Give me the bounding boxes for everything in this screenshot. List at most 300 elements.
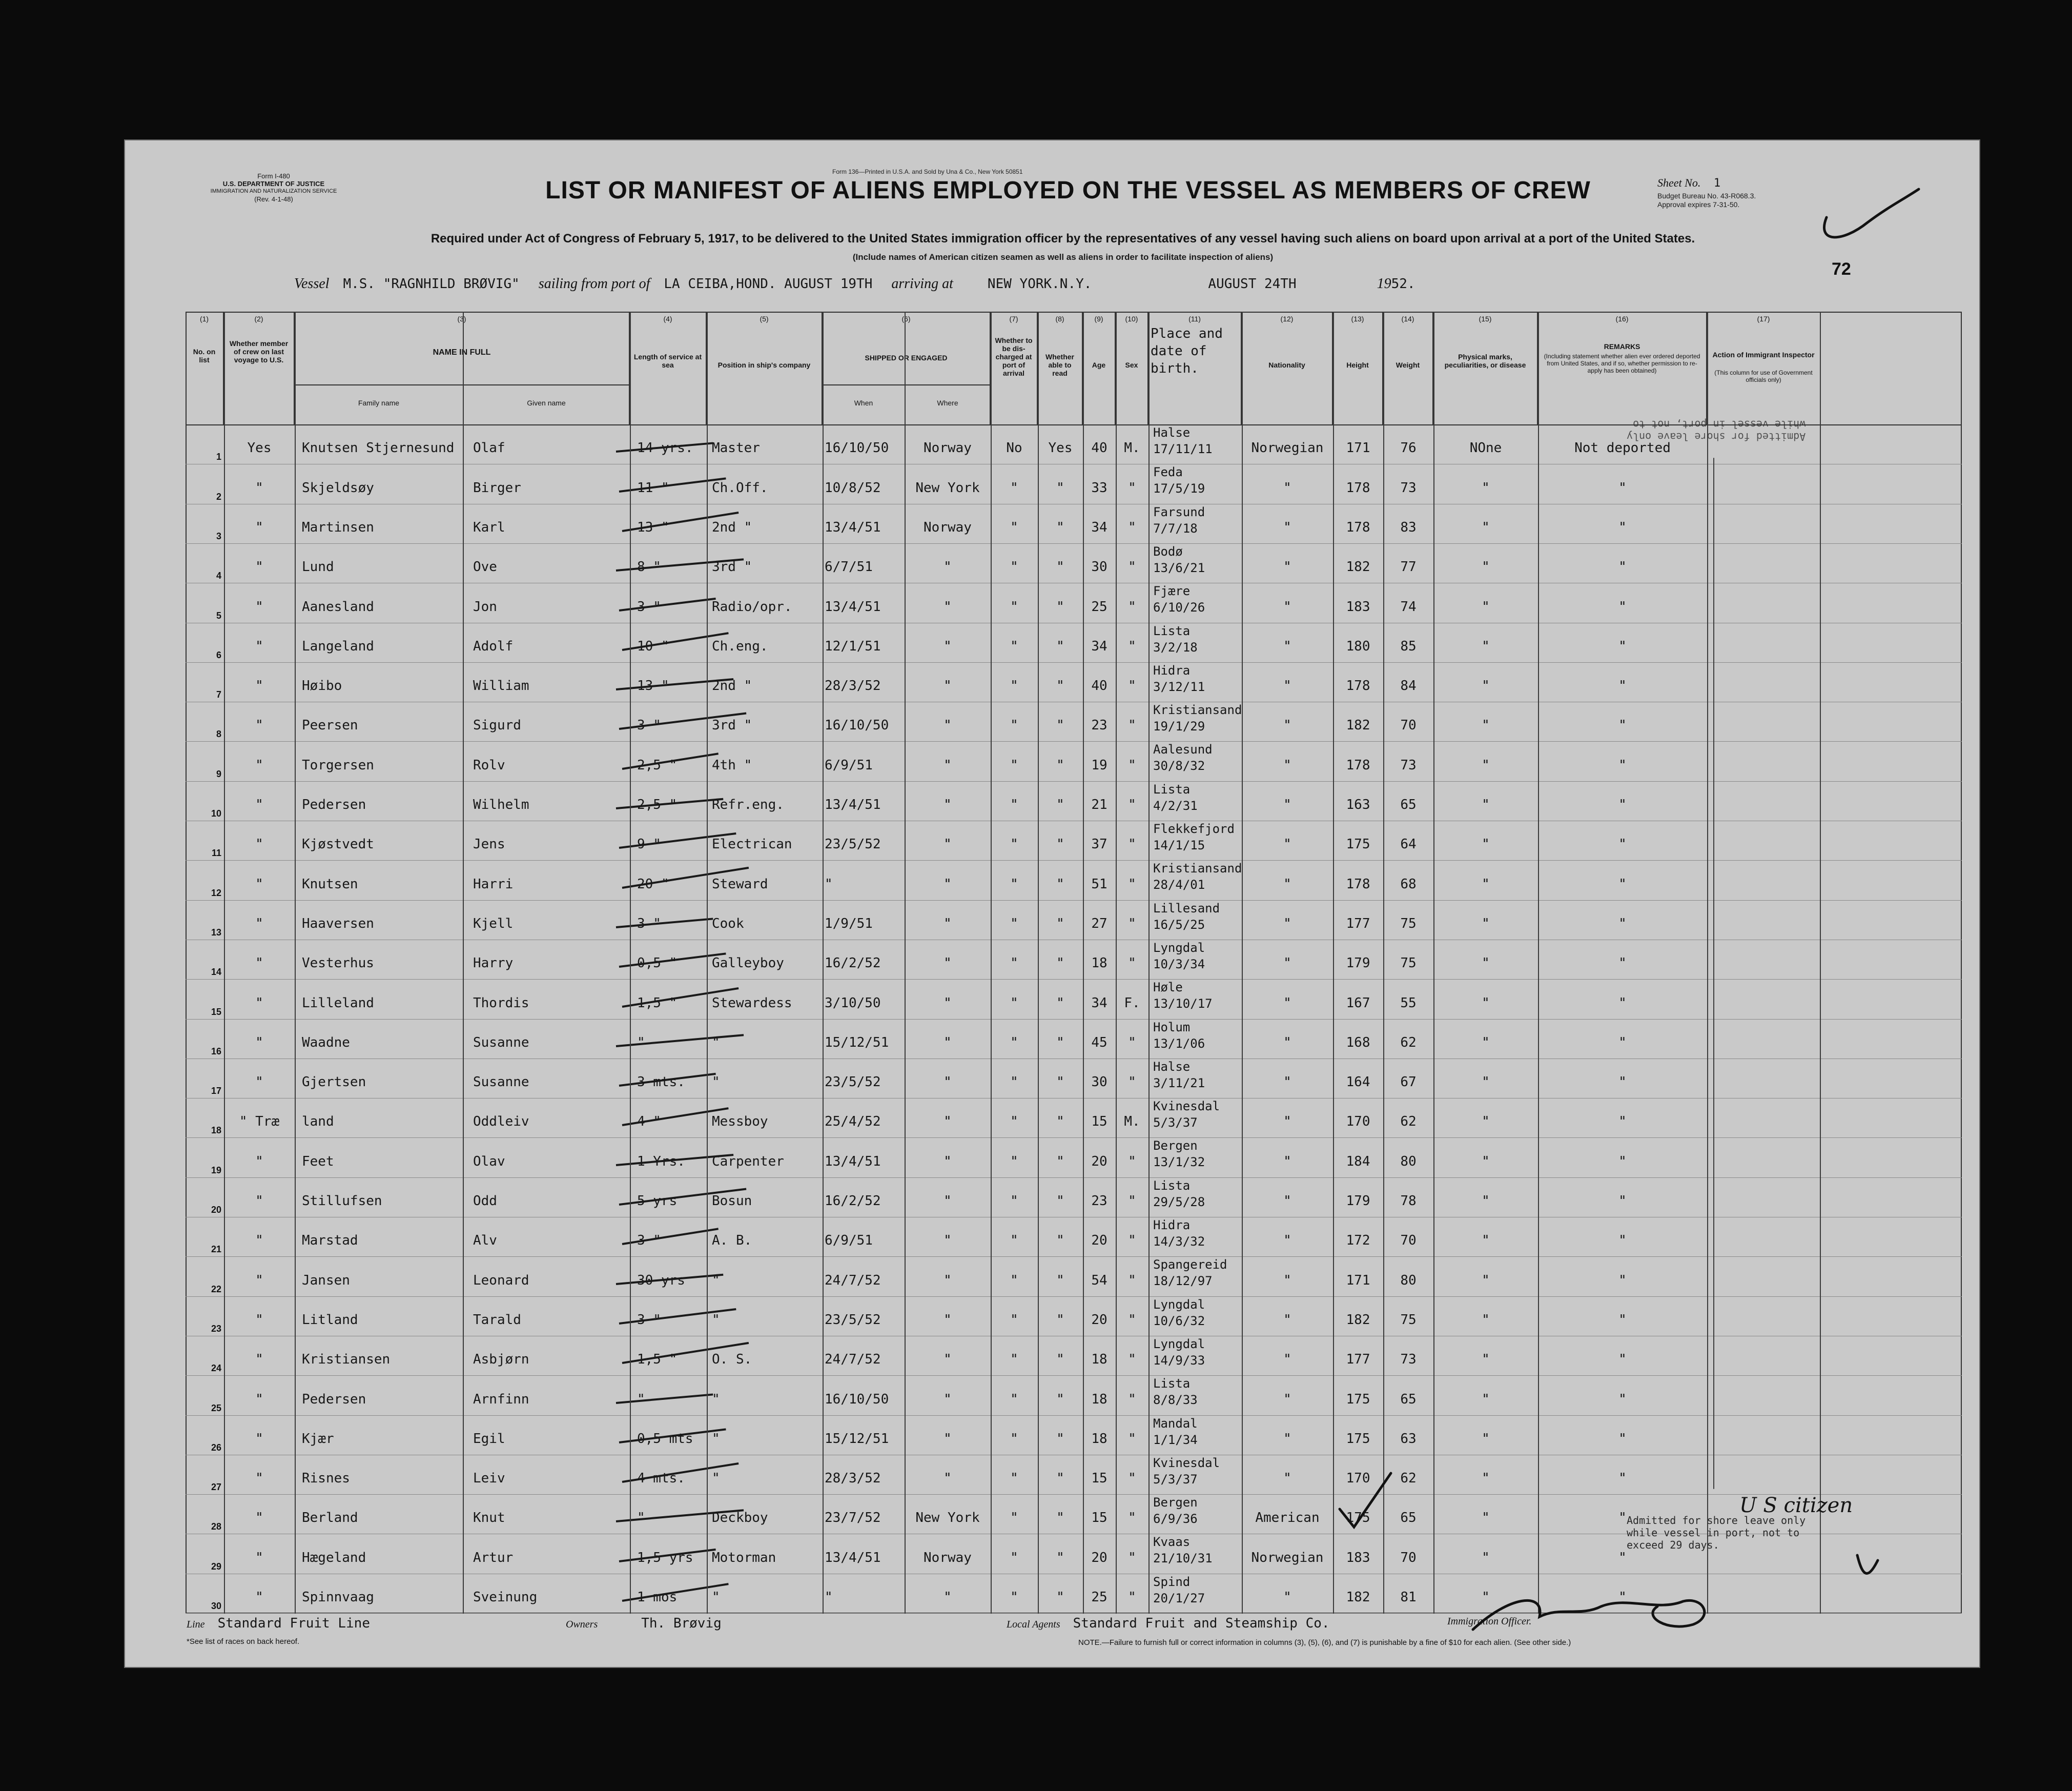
arriving-label: arriving at (891, 276, 953, 292)
cell-birthplace: Lista (1153, 1178, 1191, 1193)
cell-remarks: " (1618, 638, 1627, 654)
row-number: 19 (211, 1165, 221, 1175)
cell-nat: " (1283, 1590, 1291, 1605)
cell-position: " (712, 1391, 720, 1407)
cell-birthdate: 20/1/27 (1153, 1591, 1205, 1605)
col-label: NAME IN FULL (433, 348, 491, 357)
cell-when: 13/4/51 (825, 1153, 881, 1169)
cell-weight: 70 (1400, 1233, 1417, 1249)
cell-prev: " (255, 915, 263, 931)
races-note: *See list of races on back hereof. (187, 1637, 300, 1646)
cell-marks: " (1482, 1510, 1490, 1526)
cell-prev: " (255, 1312, 263, 1328)
cell-prev: " (255, 638, 263, 654)
cell-read: " (1056, 1391, 1064, 1407)
cell-where: " (943, 915, 952, 931)
cell-remarks: Not deported (1574, 440, 1671, 456)
cell-family: Martinsen (302, 519, 374, 535)
cell-given: Sveinung (473, 1590, 538, 1605)
col-num: (10) (1125, 315, 1138, 323)
cell-given: Asbjørn (473, 1352, 529, 1368)
cell-prev: " (255, 876, 263, 892)
cell-service: 14 yrs. (637, 440, 693, 456)
row-number: 29 (211, 1561, 221, 1572)
cell-given: Jon (473, 599, 497, 615)
cell-disch: No (1006, 440, 1022, 456)
cell-when: 24/7/52 (825, 1272, 881, 1288)
cell-remarks: " (1618, 1312, 1627, 1328)
col-num: (4) (663, 315, 672, 323)
col-label: Whether member of crew on last voyage to U.S. (229, 339, 289, 364)
budget-number: Budget Bureau No. 43-R068.3. (1657, 192, 1756, 200)
col-label: Sex (1125, 361, 1138, 369)
cell-marks: " (1482, 1233, 1490, 1249)
cell-service: 10 " (637, 638, 669, 654)
cell-weight: 73 (1400, 757, 1417, 773)
cell-given: Kjell (473, 915, 514, 931)
cell-sex: " (1128, 1590, 1136, 1605)
col-num: (9) (1094, 315, 1103, 323)
cell-remarks: " (1618, 757, 1627, 773)
cell-weight: 68 (1400, 876, 1417, 892)
cell-remarks: " (1618, 1074, 1627, 1090)
cell-weight: 65 (1400, 1510, 1417, 1526)
cell-age: 15 (1091, 1510, 1107, 1526)
cell-prev: " (255, 955, 263, 971)
cell-prev: " (255, 599, 263, 615)
cell-where: " (943, 638, 952, 654)
cell-nat: " (1283, 1034, 1291, 1050)
cell-sex: " (1128, 837, 1136, 852)
cell-family: Litland (302, 1312, 358, 1328)
cell-birthdate: 16/5/25 (1153, 917, 1205, 932)
cell-where: " (943, 1431, 952, 1447)
vessel-label: Vessel (294, 276, 330, 292)
cell-service: 9 " (637, 837, 661, 852)
cell-position: 4th " (712, 757, 752, 773)
cell-birthplace: Holum (1153, 1020, 1191, 1034)
cell-given: Odd (473, 1193, 497, 1209)
cell-nat: " (1283, 1114, 1291, 1130)
row-number: 17 (211, 1086, 221, 1096)
cell-age: 18 (1091, 1352, 1107, 1368)
cell-age: 23 (1091, 1193, 1107, 1209)
where-header: Where (937, 399, 958, 407)
cell-marks: " (1482, 1312, 1490, 1328)
department-name: U.S. DEPARTMENT OF JUSTICE (222, 180, 325, 188)
signature (1473, 1600, 1705, 1630)
penalty-note: NOTE.—Failure to furnish full or correct information in columns (3), (5), (6), and (7) is punishable by a fine of $10 for each alien. (See other side.) (1078, 1638, 1571, 1647)
cell-read: " (1056, 757, 1064, 773)
cell-given: Sigurd (473, 718, 521, 734)
cell-height: 183 (1346, 1550, 1370, 1565)
cell-given: Susanne (473, 1074, 529, 1090)
cell-nat: " (1283, 1233, 1291, 1249)
cell-family: land (302, 1114, 334, 1130)
cell-age: 25 (1091, 1590, 1107, 1605)
cell-read: " (1056, 1272, 1064, 1288)
cell-family: Spinnvaag (302, 1590, 374, 1605)
cell-sex: " (1128, 638, 1136, 654)
cell-nat: " (1283, 638, 1291, 654)
cell-service: 2,5 " (637, 757, 678, 773)
cell-age: 34 (1091, 995, 1107, 1011)
cell-nat: " (1283, 1352, 1291, 1368)
col-num: (13) (1351, 315, 1364, 323)
cell-weight: 63 (1400, 1431, 1417, 1447)
cell-read: " (1056, 678, 1064, 694)
cell-service: 3 " (637, 599, 661, 615)
cell-disch: " (1010, 1471, 1018, 1487)
cell-given: Harri (473, 876, 514, 892)
cell-given: Wilhelm (473, 797, 529, 812)
cell-marks: " (1482, 1153, 1490, 1169)
check-mark (1340, 1473, 1391, 1527)
cell-nat: " (1283, 1312, 1291, 1328)
cell-sex: " (1128, 599, 1136, 615)
cell-remarks: " (1618, 1550, 1627, 1565)
cell-height: 182 (1346, 1312, 1370, 1328)
cell-age: 27 (1091, 915, 1107, 931)
col-label: No. on list (193, 348, 216, 364)
cell-birthdate: 13/10/17 (1153, 996, 1213, 1011)
cell-position: Steward (712, 876, 768, 892)
cell-weight: 70 (1400, 1550, 1417, 1565)
cell-position: Ch.Off. (712, 480, 768, 496)
stamp-line: Admitted for shore leave only (1627, 1514, 1806, 1527)
col-num: (2) (254, 315, 263, 323)
cell-where: " (943, 837, 952, 852)
cell-birthplace: Lista (1153, 782, 1191, 797)
cell-disch: " (1010, 1193, 1018, 1209)
cell-nat: " (1283, 678, 1291, 694)
cell-given: Harry (473, 955, 514, 971)
cell-given: Leonard (473, 1272, 529, 1288)
cell-sex: " (1128, 876, 1136, 892)
row-number: 16 (211, 1046, 221, 1056)
cell-prev: " (255, 1034, 263, 1050)
cell-height: 164 (1346, 1074, 1370, 1090)
agents-label: Local Agents (1007, 1619, 1060, 1630)
row-number: 18 (211, 1125, 221, 1136)
service-name: IMMIGRATION AND NATURALIZATION SERVICE (210, 188, 337, 194)
cell-position: 2nd " (712, 519, 752, 535)
cell-family: Risnes (302, 1471, 350, 1487)
cell-nat: " (1283, 1272, 1291, 1288)
cell-weight: 62 (1400, 1114, 1417, 1130)
cell-nat: " (1283, 955, 1291, 971)
cell-position: Refr.eng. (712, 797, 784, 812)
cell-read: " (1056, 995, 1064, 1011)
cell-birthplace: Lyngdal (1153, 940, 1205, 955)
cell-remarks: " (1618, 915, 1627, 931)
cell-birthdate: 18/12/97 (1153, 1274, 1213, 1289)
cell-marks: " (1482, 955, 1490, 971)
cell-birthplace: Høle (1153, 980, 1183, 995)
cell-birthdate: 19/1/29 (1153, 719, 1205, 734)
cell-weight: 65 (1400, 1391, 1417, 1407)
row-number: 30 (211, 1601, 221, 1611)
cell-when: 15/12/51 (825, 1431, 889, 1447)
cell-birthplace: Lillesand (1153, 901, 1220, 915)
arrival-date: AUGUST 24TH (1208, 276, 1297, 292)
cell-prev: " (255, 1272, 263, 1288)
col-num: (7) (1009, 315, 1018, 323)
cell-birthplace: Mandal (1153, 1416, 1198, 1431)
cell-read: " (1056, 915, 1064, 931)
cell-position: " (712, 1074, 720, 1090)
cell-disch: " (1010, 1590, 1018, 1605)
cell-disch: " (1010, 1074, 1018, 1090)
cell-family: Vesterhus (302, 955, 374, 971)
cell-read: " (1056, 1153, 1064, 1169)
cell-remarks: " (1618, 1193, 1627, 1209)
cell-given: Leiv (473, 1471, 505, 1487)
cell-prev: " (255, 797, 263, 812)
col-sublabel: (Including statement whether alien ever ordered deported from United States, and if so, whether permission to re-apply has been obtained) (1544, 353, 1700, 374)
cell-family: Stillufsen (302, 1193, 382, 1209)
cell-age: 45 (1091, 1034, 1107, 1050)
cell-position: Deckboy (712, 1510, 768, 1526)
cell-remarks: " (1618, 1471, 1627, 1487)
cell-disch: " (1010, 757, 1018, 773)
cell-nat: " (1283, 559, 1291, 575)
col-label: Place and date of birth. (1151, 326, 1223, 376)
cell-nat: " (1283, 1431, 1291, 1447)
cell-nat: " (1283, 757, 1291, 773)
cell-marks: " (1482, 1074, 1490, 1090)
row-number: 8 (216, 729, 221, 740)
cell-service: 2,5 " (637, 797, 678, 812)
cell-read: " (1056, 876, 1064, 892)
cell-position: " (712, 1034, 720, 1050)
cell-family: Knutsen (302, 876, 358, 892)
cell-disch: " (1010, 1312, 1018, 1328)
cell-sex: " (1128, 1352, 1136, 1368)
cell-weight: 73 (1400, 1352, 1417, 1368)
cell-weight: 81 (1400, 1590, 1417, 1605)
cell-family: Waadne (302, 1034, 350, 1050)
cell-service: 30 yrs (637, 1272, 685, 1288)
cell-prev: " (255, 1391, 263, 1407)
cell-when: 13/4/51 (825, 519, 881, 535)
cell-when: 10/8/52 (825, 480, 881, 496)
cell-remarks: " (1618, 1590, 1627, 1605)
corner-mark (1824, 189, 1919, 237)
cell-remarks: " (1618, 1272, 1627, 1288)
arrival-port: NEW YORK.N.Y. (987, 276, 1092, 292)
cell-marks: " (1482, 876, 1490, 892)
cell-disch: " (1010, 1510, 1018, 1526)
cell-height: 175 (1346, 837, 1370, 852)
cell-read: " (1056, 1034, 1064, 1050)
cell-sex: " (1128, 678, 1136, 694)
cell-height: 179 (1346, 1193, 1370, 1209)
col-num: (17) (1757, 315, 1770, 323)
cell-sex: " (1128, 1471, 1136, 1487)
cell-where: " (943, 797, 952, 812)
cell-disch: " (1010, 559, 1018, 575)
col-label: SHIPPED OR ENGAGED (865, 354, 948, 362)
cell-given: Tarald (473, 1312, 521, 1328)
cell-service: 0,5 mts (637, 1431, 693, 1447)
cell-sex: M. (1124, 1114, 1140, 1130)
cell-remarks: " (1618, 480, 1627, 496)
cell-when: 6/9/51 (825, 1233, 873, 1249)
cell-age: 54 (1091, 1272, 1107, 1288)
row-number: 27 (211, 1482, 221, 1493)
cell-birthdate: 29/5/28 (1153, 1194, 1205, 1209)
cell-prev: Yes (247, 440, 272, 456)
cell-service: 1 Yrs. (637, 1153, 685, 1169)
cell-given: Susanne (473, 1034, 529, 1050)
cell-where: New York (915, 1510, 980, 1526)
cell-age: 33 (1091, 480, 1107, 496)
cell-birthplace: Bodø (1153, 544, 1183, 559)
year-prefix: 19 (1377, 276, 1391, 292)
cell-read: " (1056, 1074, 1064, 1090)
cell-height: 175 (1346, 1431, 1370, 1447)
cell-service: " (637, 1510, 645, 1526)
cell-weight: 73 (1400, 480, 1417, 496)
cell-marks: " (1482, 638, 1490, 654)
cell-birthplace: Flekkefjord (1153, 822, 1235, 836)
cell-remarks: " (1618, 599, 1627, 615)
cell-family: Jansen (302, 1272, 350, 1288)
col-label: Position in ship's company (717, 361, 811, 369)
cell-when: 1/9/51 (825, 915, 873, 931)
cell-marks: " (1482, 1391, 1490, 1407)
cell-sex: " (1128, 1233, 1136, 1249)
row-number: 3 (216, 531, 221, 541)
cell-sex: " (1128, 519, 1136, 535)
owners-value: Th. Brøvig (641, 1616, 722, 1631)
cell-position: " (712, 1312, 720, 1328)
cell-birthdate: 7/7/18 (1153, 521, 1198, 536)
us-citizen-annotation: U S citizen (1739, 1494, 1853, 1517)
handwriting-layer (125, 140, 1979, 1667)
cell-read: " (1056, 1312, 1064, 1328)
cell-birthdate: 1/1/34 (1153, 1432, 1198, 1447)
row-number: 22 (211, 1284, 221, 1294)
cell-where: " (943, 757, 952, 773)
cell-where: " (943, 1272, 952, 1288)
cell-birthdate: 13/1/06 (1153, 1036, 1205, 1051)
cell-birthdate: 3/11/21 (1153, 1075, 1205, 1090)
cell-when: 3/10/50 (825, 995, 881, 1011)
revision-date: (Rev. 4-1-48) (254, 195, 293, 203)
cell-given: Adolf (473, 638, 514, 654)
cell-disch: " (1010, 915, 1018, 931)
cell-age: 20 (1091, 1312, 1107, 1328)
cell-position: Carpenter (712, 1153, 784, 1169)
cell-weight: 70 (1400, 718, 1417, 734)
cell-position: Ch.eng. (712, 638, 768, 654)
col-num: (1) (199, 315, 209, 323)
cell-read: " (1056, 519, 1064, 535)
line-value: Standard Fruit Line (217, 1616, 370, 1631)
cell-position: O. S. (712, 1352, 752, 1368)
cell-height: 178 (1346, 519, 1370, 535)
cell-height: 178 (1346, 876, 1370, 892)
cell-birthplace: Kristiansand (1153, 861, 1242, 876)
cell-weight: 62 (1400, 1034, 1417, 1050)
cell-age: 18 (1091, 955, 1107, 971)
cell-when: 12/1/51 (825, 638, 881, 654)
cell-birthdate: 4/2/31 (1153, 798, 1198, 813)
cell-service: 3 " (637, 718, 661, 734)
cell-where: New York (915, 480, 980, 496)
cell-birthplace: Hidra (1153, 663, 1191, 678)
cell-birthdate: 14/3/32 (1153, 1234, 1205, 1249)
cell-given: Olaf (473, 440, 505, 456)
cell-service: 5 yrs (637, 1193, 678, 1209)
cell-given: Jens (473, 837, 505, 852)
cell-age: 23 (1091, 718, 1107, 734)
cell-age: 40 (1091, 440, 1107, 456)
cell-when: 6/9/51 (825, 757, 873, 773)
cell-prev: " (255, 1510, 263, 1526)
cell-disch: " (1010, 678, 1018, 694)
cell-birthdate: 28/4/01 (1153, 878, 1205, 892)
cell-birthplace: Halse (1153, 1059, 1191, 1074)
cell-weight: 78 (1400, 1193, 1417, 1209)
cell-disch: " (1010, 995, 1018, 1011)
col-label: Whether able to read (1045, 353, 1074, 377)
cell-read: " (1056, 1550, 1064, 1565)
cell-disch: " (1010, 1114, 1018, 1130)
col-num: (11) (1188, 315, 1201, 323)
cell-age: 18 (1091, 1391, 1107, 1407)
cell-remarks: " (1618, 837, 1627, 852)
cell-when: " (825, 1590, 833, 1605)
cell-birthdate: 6/10/26 (1153, 600, 1205, 615)
cell-given: Olav (473, 1153, 505, 1169)
cell-sex: F. (1124, 995, 1140, 1011)
cell-nat: " (1283, 837, 1291, 852)
cell-prev: " (255, 995, 263, 1011)
cell-service: 1 mos (637, 1590, 678, 1605)
col-label: Age (1092, 361, 1106, 369)
sheet-no-value: 1 (1713, 177, 1721, 190)
col-label: Weight (1396, 361, 1420, 369)
cell-sex: " (1128, 1312, 1136, 1328)
owners-label: Owners (566, 1619, 598, 1630)
cell-prev: " (255, 1471, 263, 1487)
cell-weight: 75 (1400, 915, 1417, 931)
cell-service: 3 mts. (637, 1074, 685, 1090)
cell-service: 20 " (637, 876, 669, 892)
cell-prev: " Træ (239, 1114, 280, 1130)
cell-age: 21 (1091, 797, 1107, 812)
cell-where: " (943, 1114, 952, 1130)
cell-weight: 80 (1400, 1272, 1417, 1288)
cell-prev: " (255, 757, 263, 773)
cell-birthplace: Kristiansand (1153, 703, 1242, 718)
cell-position: " (712, 1272, 720, 1288)
cell-family: Knutsen Stjernesund (302, 440, 455, 456)
row-number: 23 (211, 1323, 221, 1334)
cell-position: " (712, 1590, 720, 1605)
cell-read: " (1056, 1114, 1064, 1130)
cell-where: " (943, 559, 952, 575)
cell-height: 163 (1346, 797, 1370, 812)
cell-where: " (943, 1233, 952, 1249)
cell-marks: " (1482, 678, 1490, 694)
cell-remarks: " (1618, 955, 1627, 971)
cell-weight: 84 (1400, 678, 1417, 694)
cell-weight: 80 (1400, 1153, 1417, 1169)
